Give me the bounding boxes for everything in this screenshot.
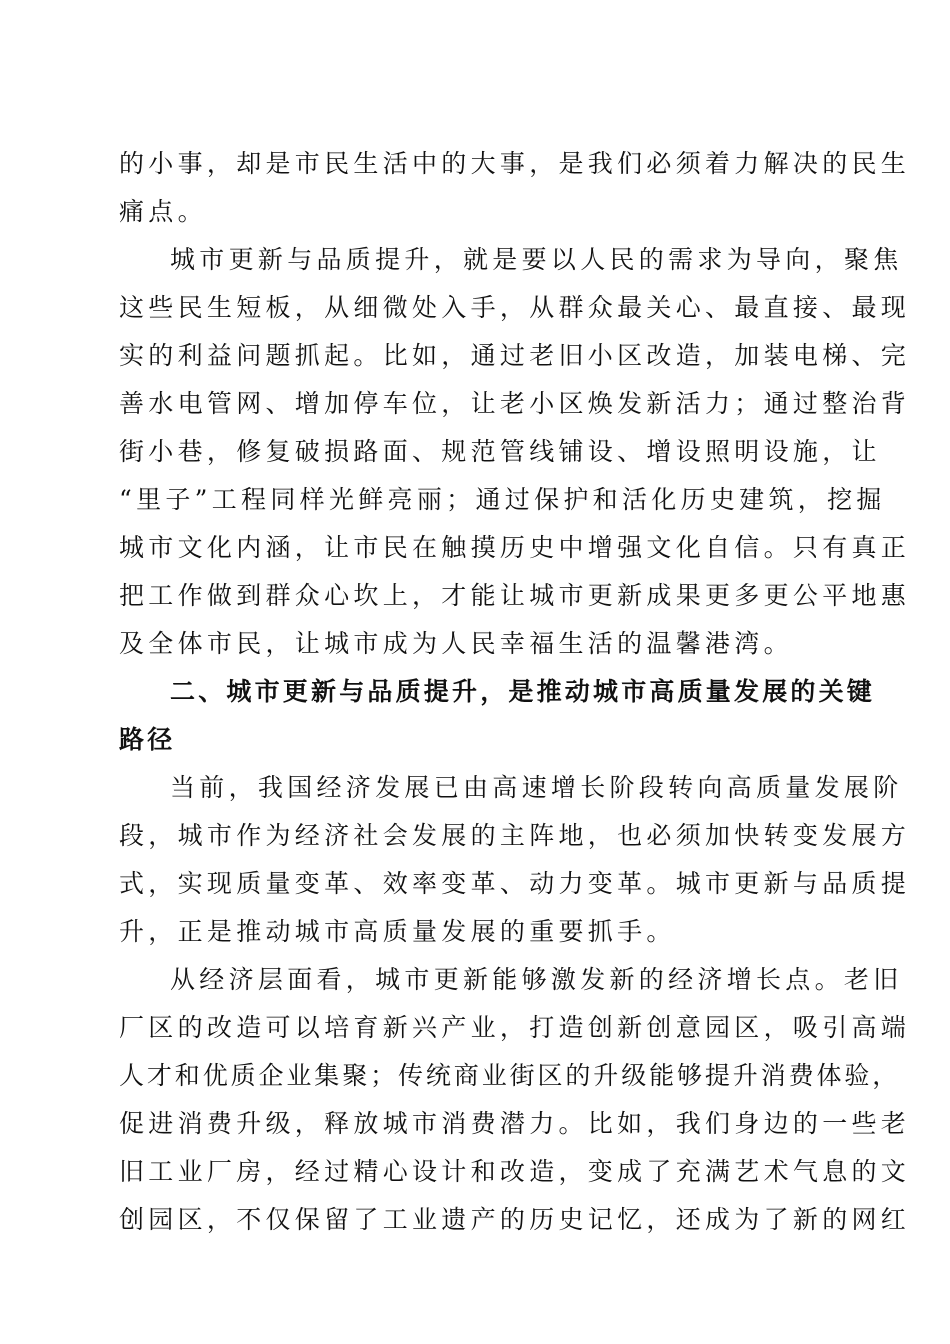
body-text-line: 街小巷，修复破损路面、规范管线铺设、增设照明设施，让: [119, 437, 881, 466]
section-heading: 二、城市更新与品质提升，是推动城市高质量发展的关键: [170, 677, 876, 706]
body-text-line: “里子”工程同样光鲜亮丽；通过保护和活化历史建筑，挖掘: [119, 485, 886, 514]
body-text-line: 段，城市作为经济社会发展的主阵地，也必须加快转变发展方: [119, 821, 911, 850]
body-text-line: 的小事，却是市民生活中的大事，是我们必须着力解决的民生: [119, 149, 911, 178]
body-text-line: 这些民生短板，从细微处入手，从群众最关心、最直接、最现: [119, 293, 911, 322]
body-text-line: 痛点。: [119, 197, 207, 226]
body-text-line: 厂区的改造可以培育新兴产业，打造创新创意园区，吸引高端: [119, 1013, 911, 1042]
body-text-line: 人才和优质企业集聚；传统商业街区的升级能够提升消费体验，: [119, 1061, 901, 1090]
body-text-line: 把工作做到群众心坎上，才能让城市更新成果更多更公平地惠: [119, 581, 911, 610]
body-text-line: 促进消费升级，释放城市消费潜力。比如，我们身边的一些老: [119, 1109, 911, 1138]
paragraph-first-line: 当前，我国经济发展已由高速增长阶段转向高质量发展阶: [170, 773, 903, 802]
paragraph-first-line: 从经济层面看，城市更新能够激发新的经济增长点。老旧: [170, 965, 903, 994]
body-text-line: 善水电管网、增加停车位，让老小区焕发新活力；通过整治背: [119, 389, 911, 418]
body-text-line: 实的利益问题抓起。比如，通过老旧小区改造，加装电梯、完: [119, 341, 911, 370]
body-text-line: 及全体市民，让城市成为人民幸福生活的温馨港湾。: [119, 629, 793, 658]
section-heading-continued: 路径: [119, 725, 176, 754]
body-text-line: 式，实现质量变革、效率变革、动力变革。城市更新与品质提: [119, 869, 911, 898]
body-text-line: 旧工业厂房，经过精心设计和改造，变成了充满艺术气息的文: [119, 1157, 911, 1186]
body-text-line: 城市文化内涵，让市民在触摸历史中增强文化自信。只有真正: [119, 533, 911, 562]
body-text-line: 升，正是推动城市高质量发展的重要抓手。: [119, 917, 676, 946]
paragraph-first-line: 城市更新与品质提升，就是要以人民的需求为导向，聚焦: [170, 245, 903, 274]
body-text-line: 创园区，不仅保留了工业遗产的历史记忆，还成为了新的网红: [119, 1205, 911, 1234]
